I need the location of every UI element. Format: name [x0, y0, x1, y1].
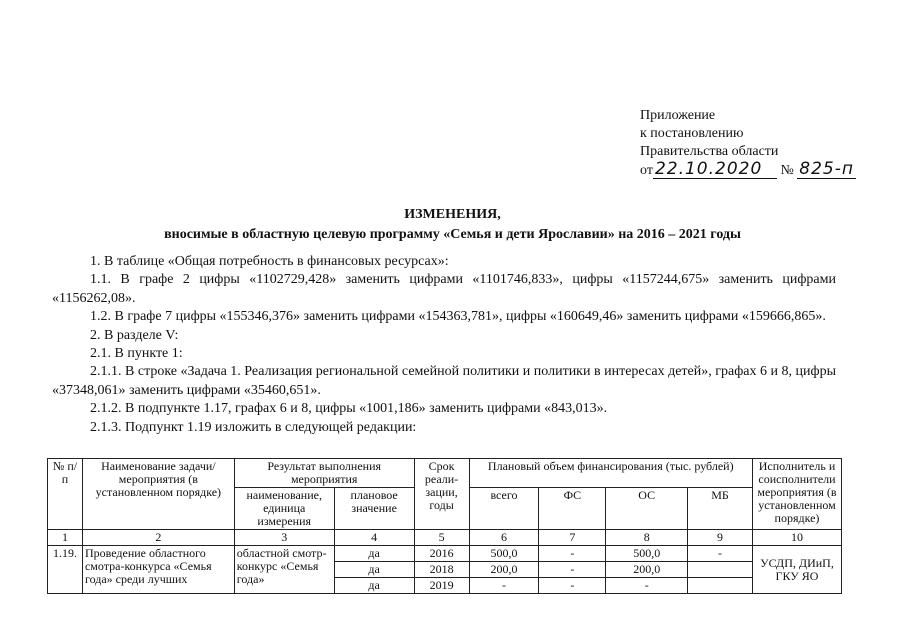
header-fs: ФС — [539, 488, 606, 530]
col-number: 4 — [334, 530, 414, 546]
row-year: 2019 — [414, 578, 469, 594]
paragraph: 1.2. В графе 7 цифры «155346,376» заменить цифрами «154363,781», цифры «160649,46» заменить цифрами «159666,865». — [90, 309, 826, 325]
decree-line — [640, 161, 856, 180]
header-num: № п/п — [48, 459, 83, 530]
row-executor: УСДП, ДИиП, ГКУ ЯО — [752, 546, 841, 594]
paragraph: 1.1. В графе 2 цифры «1102729,428» заменить цифрами «1101746,833», цифры «1157244,675» заменить цифрами «1156262,08». — [52, 272, 836, 306]
annex-line-2: к постановлению — [640, 126, 744, 141]
row-fs: - — [539, 578, 606, 594]
header-result-value: плановое значение — [334, 488, 414, 530]
measures-table — [47, 458, 842, 594]
date-prefix: от — [640, 163, 653, 178]
decree-number: 825-п — [799, 159, 854, 179]
row-num: 1.19. — [48, 546, 83, 594]
col-number: 6 — [469, 530, 539, 546]
row-mb — [688, 562, 753, 578]
row-value: да — [334, 562, 414, 578]
row-result-name: областной смотр-конкурс «Семья года» — [234, 546, 334, 594]
paragraph: 1. В таблице «Общая потребность в финансовых ресурсах»: — [90, 254, 449, 269]
table-row — [48, 546, 842, 562]
col-number: 10 — [752, 530, 841, 546]
header-result-name: наименование, единица измерения — [234, 488, 334, 530]
col-number: 8 — [606, 530, 688, 546]
number-prefix: № — [780, 163, 794, 178]
paragraph: 2.1.2. В подпункте 1.17, графах 6 и 8, цифры «1001,186» заменить цифрами «843,013». — [90, 401, 608, 417]
paragraph: 2.1. В пункте 1: — [90, 346, 183, 362]
row-mb: - — [688, 546, 753, 562]
doc-subtitle: вносимые в областную целевую программу «Семья и дети Ярославии» на 2016 – 2021 годы — [164, 227, 741, 242]
row-fs: - — [539, 546, 606, 562]
col-number: 9 — [688, 530, 753, 546]
row-value: да — [334, 578, 414, 594]
row-year: 2018 — [414, 562, 469, 578]
row-value: да — [334, 546, 414, 562]
col-number: 2 — [82, 530, 234, 546]
col-number: 7 — [539, 530, 606, 546]
header-result: Результат выполнения мероприятия — [234, 459, 414, 488]
header-os: ОС — [606, 488, 688, 530]
row-name: Проведение областного смотра-конкурса «Семья года» среди лучших — [82, 546, 234, 594]
paragraph: 2.1.3. Подпункт 1.19 изложить в следующей редакции: — [90, 419, 417, 435]
paragraph: 2.1.1. В строке «Задача 1. Реализация региональной семейной политики и политики в интересах детей», графах 6 и 8, цифры «37348,061» заменить цифрами «35460,651». — [52, 364, 836, 398]
header-total: всего — [469, 488, 539, 530]
annex-block — [640, 107, 856, 180]
row-mb — [688, 578, 753, 594]
header-mb: МБ — [688, 488, 753, 530]
col-number: 3 — [234, 530, 334, 546]
paragraph: 2. В разделе V: — [90, 327, 179, 343]
doc-body — [52, 253, 836, 437]
row-year: 2016 — [414, 546, 469, 562]
doc-title: ИЗМЕНЕНИЯ, — [404, 207, 501, 222]
col-number: 1 — [48, 530, 83, 546]
row-os: 200,0 — [606, 562, 688, 578]
col-number: 5 — [414, 530, 469, 546]
row-total: 200,0 — [469, 562, 539, 578]
row-total: 500,0 — [469, 546, 539, 562]
annex-line-3: Правительства области — [640, 144, 779, 159]
annex-line-1: Приложение — [640, 108, 716, 123]
header-name: Наименование задачи/мероприятия (в установленном порядке) — [82, 459, 234, 530]
row-fs: - — [539, 562, 606, 578]
header-term: Срок реали-зации, годы — [414, 459, 469, 530]
decree-date: 22.10.2020 — [653, 161, 777, 179]
row-total: - — [469, 578, 539, 594]
column-number-row — [48, 530, 842, 546]
row-os: - — [606, 578, 688, 594]
row-os: 500,0 — [606, 546, 688, 562]
header-executor: Исполнитель и соисполнители мероприятия (в установленном порядке) — [752, 459, 841, 530]
header-funding: Плановый объем финансирования (тыс. рублей) — [469, 459, 752, 488]
